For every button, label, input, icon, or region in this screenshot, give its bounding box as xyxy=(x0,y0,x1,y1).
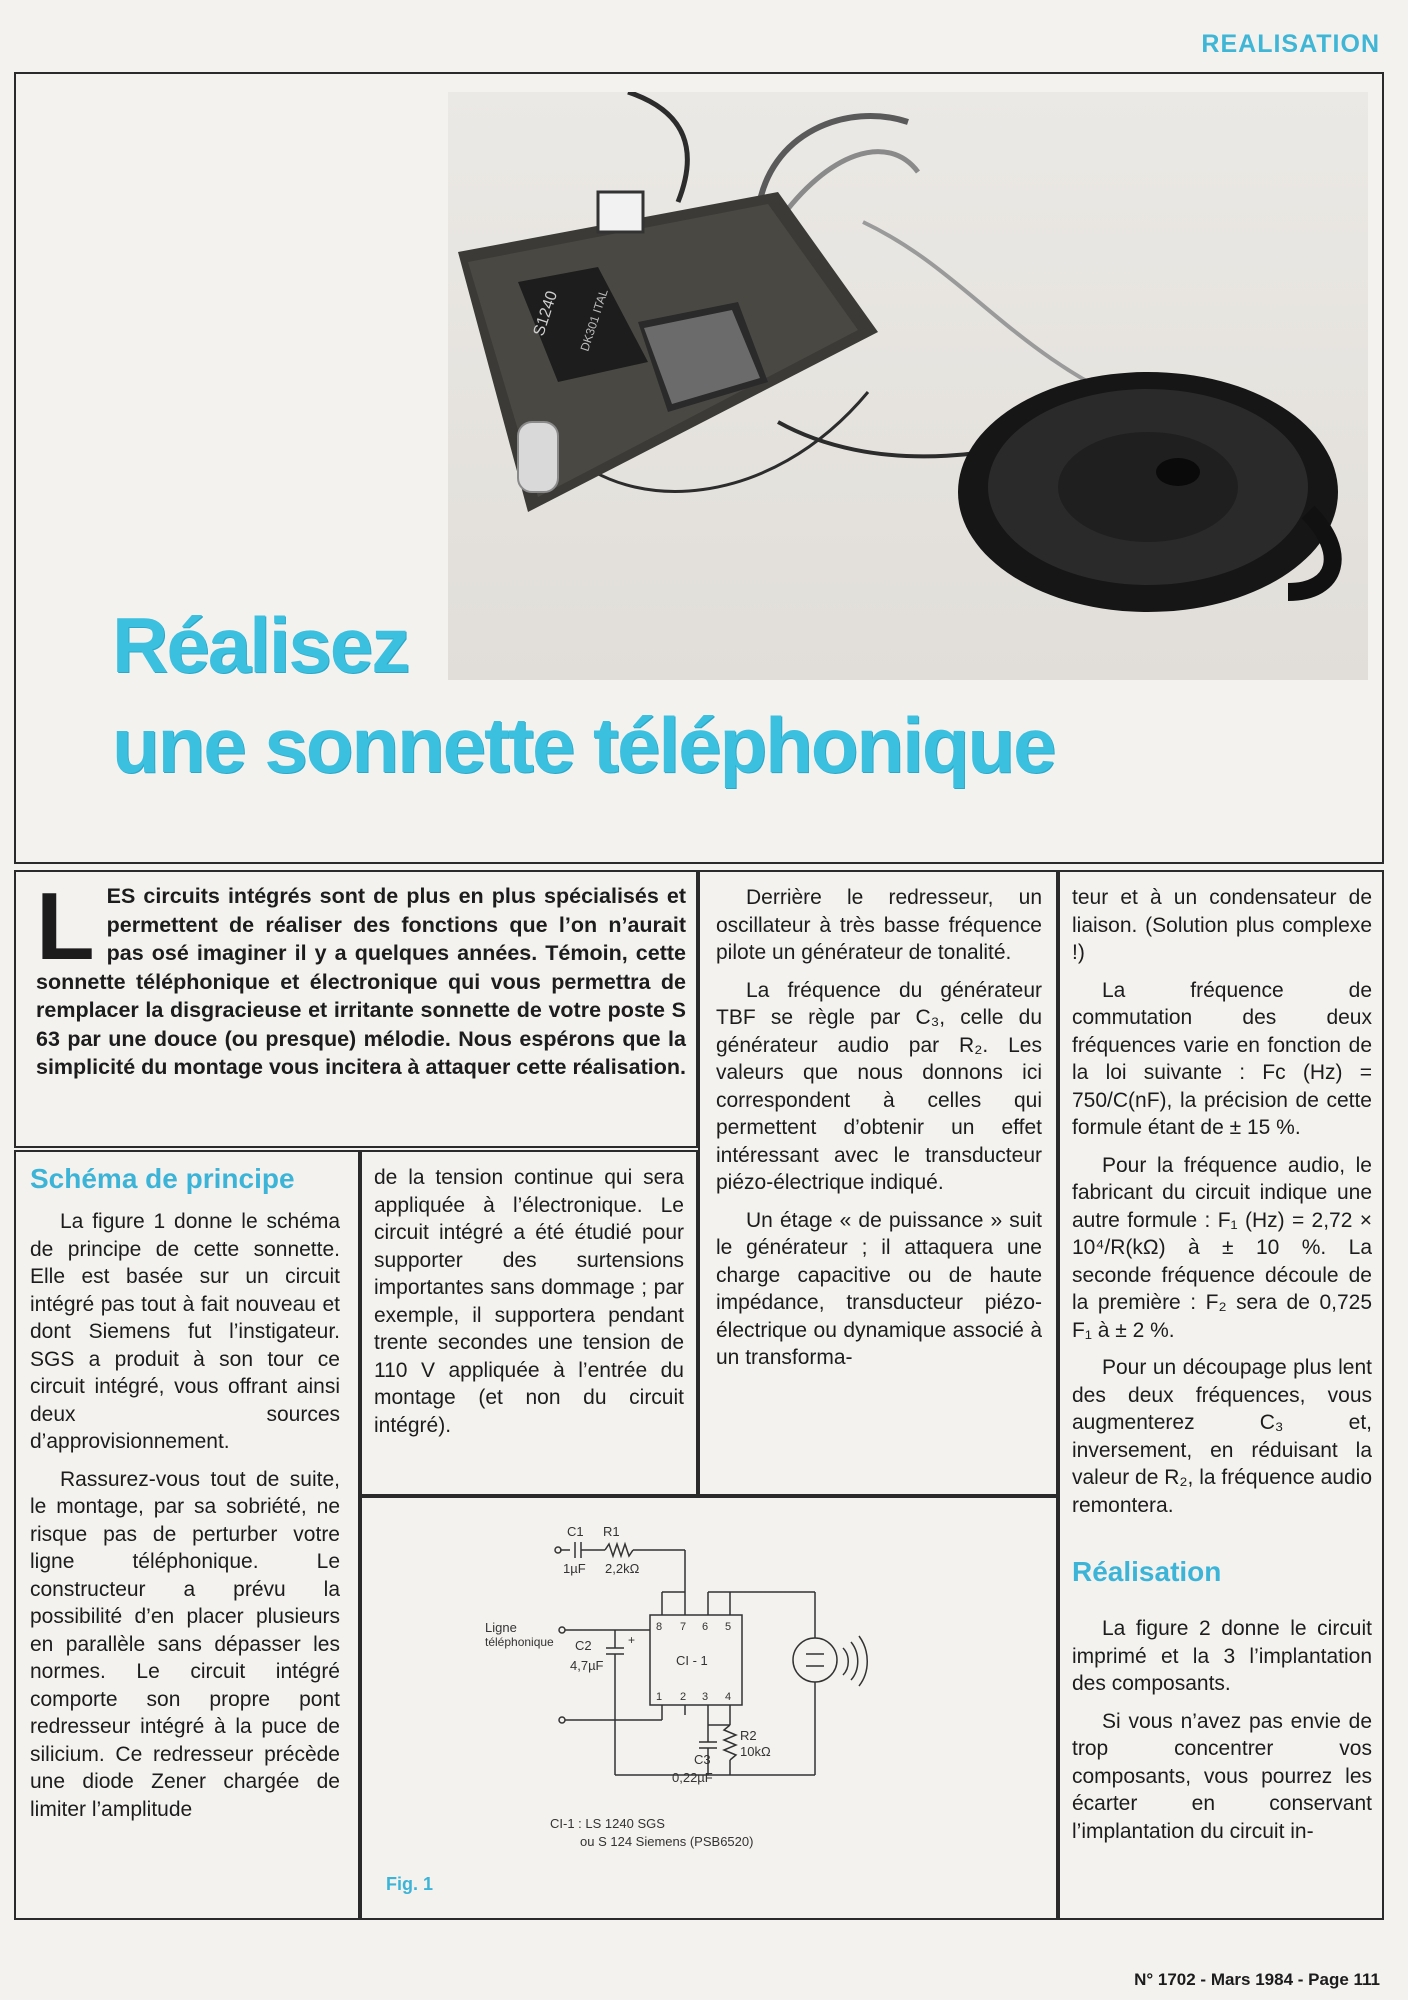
c2-plus: + xyxy=(628,1633,636,1647)
page-footer: N° 1702 - Mars 1984 - Page 111 xyxy=(1134,1970,1380,1989)
r1-label: R1 xyxy=(603,1524,620,1539)
col4-paragraph-5: La figure 2 donne le circuit imprimé et la 3 l’implantation des composants. xyxy=(1072,1617,1372,1695)
chip-label-2: DK301 ITAL xyxy=(577,287,611,353)
col4-paragraph-6: Si vous n’avez pas envie de trop concentrer vos composants, vous pourrez les écarter en conservant l’implantation du circuit in- xyxy=(1072,1709,1372,1843)
pin-5: 5 xyxy=(725,1621,732,1633)
title-line-2: une sonnette téléphonique xyxy=(112,701,1055,789)
line-label-2: téléphonique xyxy=(485,1635,554,1649)
circuit-photo-illustration xyxy=(448,92,1368,680)
col1-paragraph-1: La figure 1 donne le schéma de principe de cette sonnette. Elle est basée sur un circuit intégré pas tout à fait nouveau et dont Siemens fut l’instigateur. SGS a produit à son tour ce circuit intégré, vous offrant ainsi deux sources d’approvisionnement. xyxy=(30,1210,340,1453)
line-label-1: Ligne xyxy=(485,1620,517,1635)
column-3 xyxy=(716,884,1042,1492)
column-2 xyxy=(374,1164,684,1494)
figure-label: Fig. 1 xyxy=(386,1874,434,1894)
heading-schema: Schéma de principe xyxy=(30,1163,295,1194)
pin-2: 2 xyxy=(680,1691,687,1703)
caption-2: ou S 124 Siemens (PSB6520) xyxy=(580,1834,754,1849)
c1-value: 1µF xyxy=(563,1561,586,1576)
circuit-photo xyxy=(448,92,1368,680)
column-4 xyxy=(1072,884,1372,1914)
col3-paragraph-2: La fréquence du générateur TBF se règle par C₃, celle du générateur audio par R₂. Les valeurs que nous donnons ici correspondent à celles qui permettent d’obtenir un effet intéressant avec le transducteur piézo-électrique indiqué. xyxy=(716,978,1042,1194)
section-label: REALISATION xyxy=(1201,30,1380,58)
col4-paragraph-4: Pour un découpage plus lent des deux fréquences, vous augmenterez C₃ et, inversement, en réduisant la valeur de R₂, la fréquence audio remontera. xyxy=(1072,1356,1372,1517)
pin-6: 6 xyxy=(702,1621,709,1633)
col3-paragraph-1: Derrière le redresseur, un oscillateur à très basse fréquence pilote un générateur de tonalité. xyxy=(716,886,1042,964)
intro-paragraph xyxy=(36,873,686,1082)
c1-label: C1 xyxy=(567,1524,584,1539)
pin-8: 8 xyxy=(656,1621,663,1633)
chip-label: S1240 xyxy=(530,288,562,339)
col4-paragraph-1: teur et à un condensateur de liaison. (Solution plus complexe !) xyxy=(1072,886,1372,964)
heading-realisation: Réalisation xyxy=(1072,1556,1222,1587)
col4-paragraph-3: Pour la fréquence audio, le fabricant du circuit indique une autre formule : F₁ (Hz) = 2,72 × 10⁴/R(kΩ) à ± 10 %. La seconde fréquence découle de la première : F₂ sera de 0,725 F₁ à ± 2 %. xyxy=(1072,1153,1372,1342)
col3-paragraph-3: Un étage « de puissance » suit le générateur ; il attaquera une charge capacitive ou de haute impédance, transducteur piézo-électrique ou dynamique associé à un transforma- xyxy=(716,1208,1042,1369)
c2-value: 4,7µF xyxy=(570,1658,604,1673)
title-line-1: Réalisez xyxy=(112,601,409,689)
intro-dropcap: L xyxy=(36,873,95,980)
ic-label: CI - 1 xyxy=(676,1653,708,1668)
c3-label: C3 xyxy=(694,1752,711,1767)
caption-1: CI-1 : LS 1240 SGS xyxy=(550,1816,665,1831)
col4-paragraph-2: La fréquence de commutation des deux fréquences varie en fonction de la loi suivante : Fc (Hz) = 750/C(nF), la précision de cette formule étant de ± 15 %. xyxy=(1072,978,1372,1139)
pin-7: 7 xyxy=(680,1621,687,1633)
c3-value: 0,22µF xyxy=(672,1770,713,1785)
pin-4: 4 xyxy=(725,1691,732,1703)
r2-value: 10kΩ xyxy=(740,1744,771,1759)
c2-label: C2 xyxy=(575,1638,592,1653)
intro-text: ES circuits intégrés sont de plus en plus spécialisés et permettent de réaliser des fonctions que l’on n’aurait pas osé imaginer il y a quelques années. Témoin, cette sonnette téléphonique et électronique qui vous permettra de remplacer la disgracieuse et irritante sonnette de votre poste S 63 par une douce (ou presque) mélodie. Nous espérons que la simplicité du montage vous incitera à attaquer cette réalisation. xyxy=(36,884,686,1079)
r2-label: R2 xyxy=(740,1728,757,1743)
col1-paragraph-2: Rassurez-vous tout de suite, le montage, par sa sobriété, ne risque pas de perturber votre ligne téléphonique. Le constructeur a prévu la possibilité d’en placer plusieurs en parallèle sans dépasser les normes. Le circuit intégré comporte son propre pont redresseur intégré à la puce de silicium. Ce redresseur précède une diode Zener chargée de limiter l’amplitude xyxy=(30,1467,340,1821)
schematic-fig1 xyxy=(440,1510,900,1880)
r1-value: 2,2kΩ xyxy=(605,1561,640,1576)
column-1 xyxy=(30,1162,340,1912)
pin-1: 1 xyxy=(656,1691,663,1703)
col2-paragraph-1: de la tension continue qui sera appliquée à l’électronique. Le circuit intégré a été étudié pour supporter des surtensions importantes sans dommage ; par exemple, il supportera pendant trente secondes une tension de 110 V appliquée à l’entrée du montage (et non du circuit intégré). xyxy=(374,1166,684,1437)
pin-3: 3 xyxy=(702,1691,709,1703)
